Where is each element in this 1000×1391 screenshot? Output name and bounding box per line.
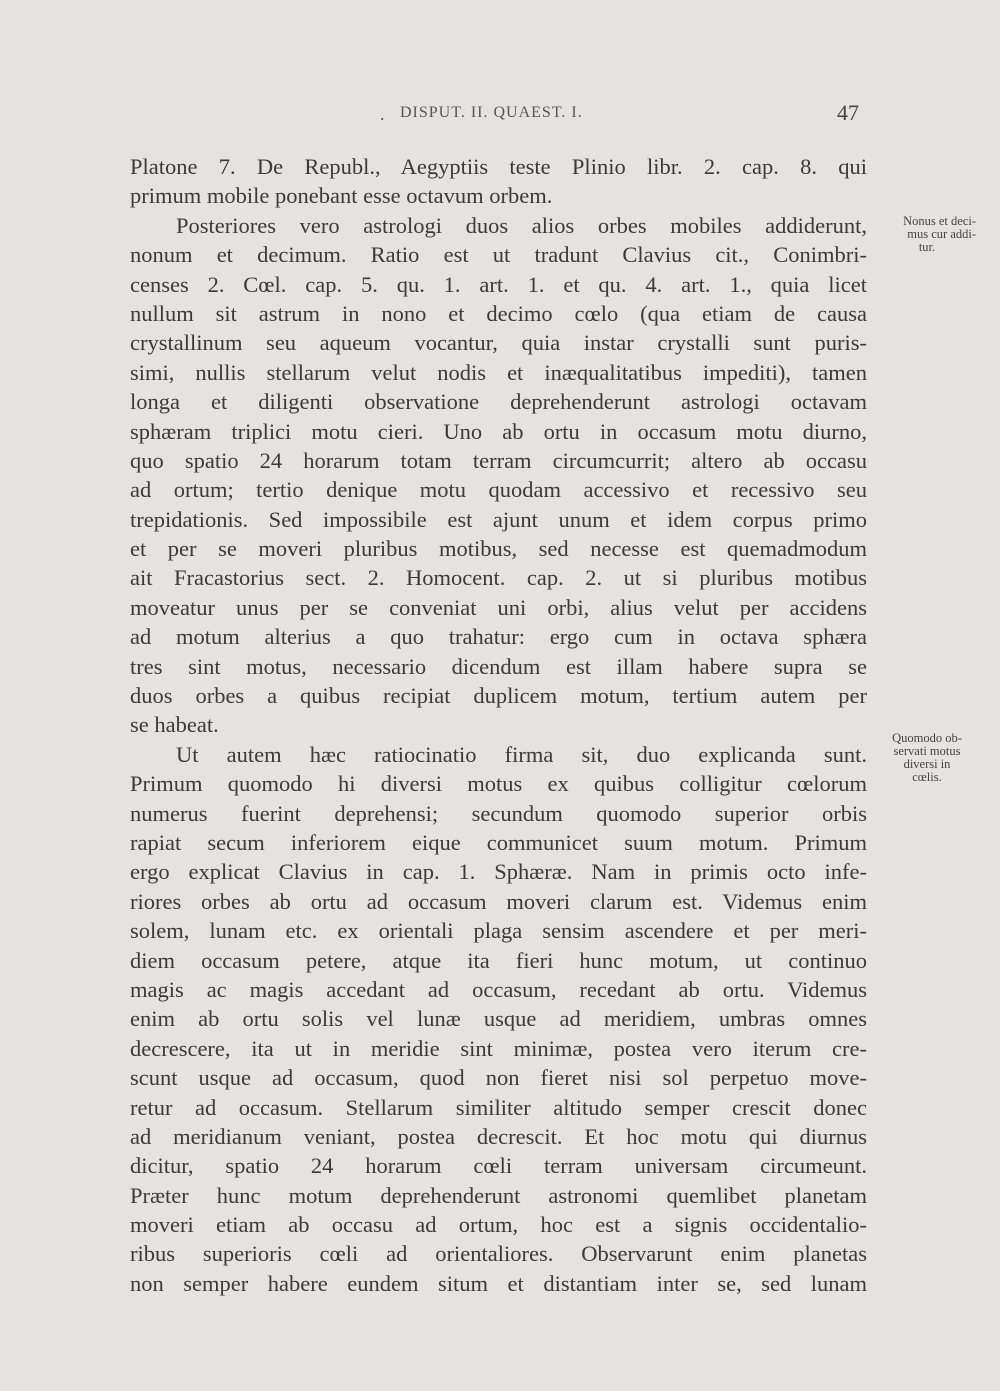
text-line: censes 2. Cœl. cap. 5. qu. 1. art. 1. et qu. 4. art. 1., quia licet: [130, 271, 867, 297]
text-line: tres sint motus, necessario dicendum est illam habere supra se: [130, 653, 867, 679]
text-line: nullum sit astrum in nono et decimo cœlo (qua etiam de causa: [130, 300, 867, 326]
header-dot: .: [380, 104, 385, 124]
text-line: diem occasum petere, atque ita fieri hunc motum, ut continuo: [130, 947, 867, 973]
text-line: rapiat secum inferiorem eique communicet suum motum. Primum: [130, 829, 867, 855]
text-line: ait Fracastorius sect. 2. Homocent. cap. 2. ut si pluribus motibus: [130, 565, 867, 591]
text-line: ergo explicat Clavius in cap. 1. Sphæræ. Nam in primis octo infe-: [130, 859, 867, 885]
text-line: Præter hunc motum deprehenderunt astronomi quemlibet planetam: [130, 1182, 867, 1208]
text-line: non semper habere eundem situm et distantiam inter se, sed lunam: [130, 1270, 867, 1296]
text-line: ad motum alterius a quo trahatur: ergo cum in octava sphæra: [130, 624, 867, 650]
margin-note-line: Quomodo ob-: [892, 731, 962, 745]
text-line: ad meridianum veniant, postea decrescit. Et hoc motu qui diurnus: [130, 1123, 867, 1149]
text-line: sphæram triplici motu cieri. Uno ab ortu in occasum motu diurno,: [130, 418, 867, 444]
text-line: moveatur unus per se conveniat uni orbi, alius velut per accidens: [130, 594, 867, 620]
text-line: magis ac magis accedant ad occasum, recedant ab ortu. Videmus: [130, 976, 867, 1002]
text-line: solem, lunam etc. ex orientali plaga sensim ascendere et per meri-: [130, 918, 867, 944]
text-line: Ut autem hæc ratiocinatio firma sit, duo explicanda sunt.: [176, 741, 867, 767]
margin-note-line: cœlis.: [912, 770, 942, 784]
text-line: riores orbes ab ortu ad occasum moveri clarum est. Videmus enim: [130, 888, 867, 914]
text-line: nonum et decimum. Ratio est ut tradunt Clavius cit., Conimbri-: [130, 242, 867, 268]
text-line: ad ortum; tertio denique motu quodam accessivo et recessivo seu: [130, 477, 867, 503]
text-line: trepidationis. Sed impossibile est ajunt unum et idem corpus primo: [130, 506, 867, 532]
text-line: scunt usque ad occasum, quod non fieret nisi sol perpetuo move-: [130, 1065, 867, 1091]
text-line: Platone 7. De Republ., Aegyptiis teste Plinio libr. 2. cap. 8. qui: [130, 154, 867, 179]
text-line: simi, nullis stellarum velut nodis et inæqualitatibus impediti), tamen: [130, 359, 867, 385]
text-line: numerus fuerint deprehensi; secundum quomodo superior orbis: [130, 800, 867, 826]
text-line: ribus superioris cœli ad orientaliores. Observarunt enim planetas: [130, 1241, 867, 1267]
text-line: retur ad occasum. Stellarum similiter altitudo semper crescit donec: [130, 1094, 867, 1120]
running-head: DISPUT. II. QUAEST. I.: [400, 104, 583, 121]
page-header: [380, 100, 880, 130]
text-line: crystallinum seu aqueum vocantur, quia instar crystalli sunt puris-: [130, 330, 867, 356]
margin-note-line: tur.: [918, 240, 936, 254]
text-line: et per se moveri pluribus motibus, sed necesse est quemadmodum: [130, 536, 867, 562]
margin-note-nonus: [872, 215, 982, 254]
text-line: quo spatio 24 horarum totam terram circumcurrit; altero ab occasu: [130, 447, 867, 473]
margin-note-quomodo: [872, 732, 982, 784]
text-line: duos orbes a quibus recipiat duplicem motum, tertium autem per: [130, 683, 867, 709]
text-line: longa et diligenti observatione deprehenderunt astrologi octavam: [130, 389, 867, 415]
margin-note-line: Nonus et deci-: [903, 214, 976, 228]
margin-note-line: servati motus: [893, 744, 961, 758]
text-line: Posteriores vero astrologi duos alios orbes mobiles addiderunt,: [176, 212, 867, 238]
text-line: dicitur, spatio 24 horarum cœli terram universam circumeunt.: [130, 1153, 867, 1179]
text-line: decrescere, ita ut in meridie sint minimæ, postea vero iterum cre-: [130, 1035, 867, 1061]
text-line: primum mobile ponebant esse octavum orbem.: [130, 183, 553, 209]
text-line: Primum quomodo hi diversi motus ex quibus colligitur cœlorum: [130, 771, 867, 797]
page-number: 47: [837, 100, 859, 125]
margin-note-line: diversi in: [903, 757, 951, 771]
margin-note-line: mus cur addi-: [907, 227, 976, 241]
text-line: moveri etiam ab occasu ad ortum, hoc est a signis occidentalio-: [130, 1212, 867, 1238]
body-text: [130, 152, 867, 1298]
text-line: enim ab ortu solis vel lunæ usque ad meridiem, umbras omnes: [130, 1006, 867, 1032]
text-line: se habeat.: [130, 712, 219, 738]
